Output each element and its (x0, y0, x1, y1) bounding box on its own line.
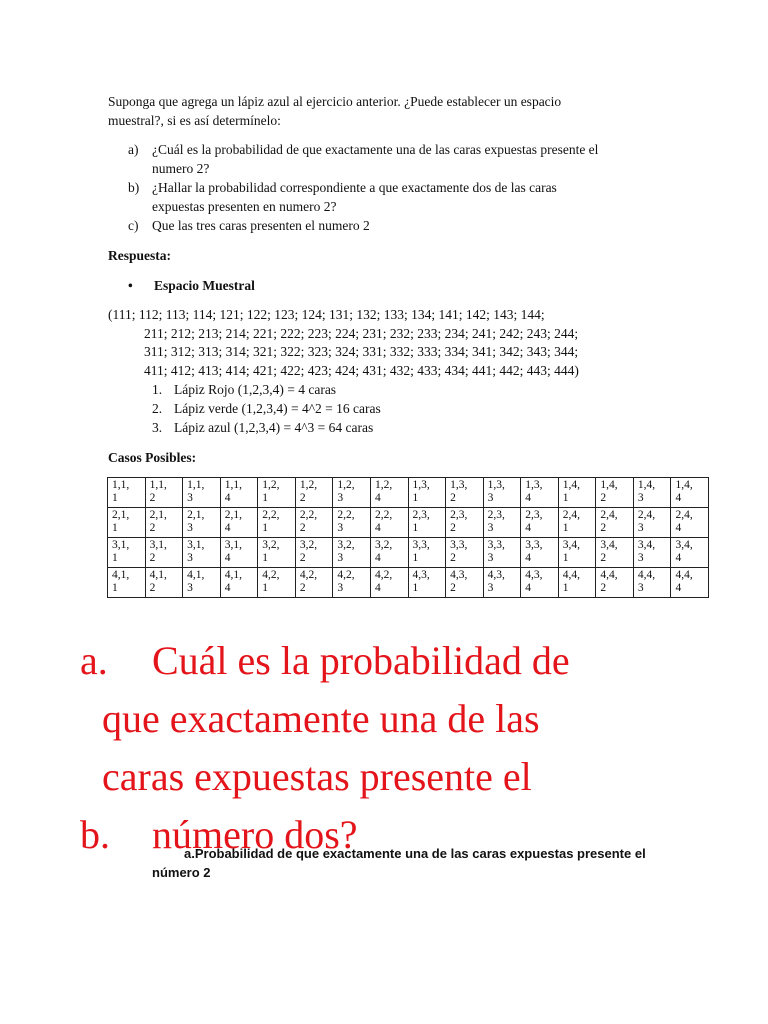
table-cell: 3,1, 4 (220, 538, 258, 568)
table-cell: 2,4, 1 (558, 508, 596, 538)
table-cell: 3,3, 2 (446, 538, 484, 568)
intro-paragraph (108, 92, 648, 130)
subheading (152, 844, 672, 882)
table-cell: 3,2, 4 (370, 538, 408, 568)
heading-line-1: Cuál es la probabilidad de (152, 638, 570, 683)
cases-table (107, 477, 709, 598)
table-cell: 1,4, 3 (633, 478, 671, 508)
table-cell: 2,1, 3 (183, 508, 221, 538)
table-cell: 2,4, 4 (671, 508, 709, 538)
table-cell: 2,3, 4 (521, 508, 559, 538)
pencil-number: 1. (152, 382, 163, 397)
table-cell: 2,3, 1 (408, 508, 446, 538)
table-cell: 4,4, 2 (596, 568, 634, 598)
table-cell: 4,1, 1 (108, 568, 146, 598)
pencil-text: Lápiz azul (1,2,3,4) = 4^3 = 64 caras (174, 420, 374, 435)
sample-space-list (108, 306, 668, 380)
table-cell: 4,2, 4 (370, 568, 408, 598)
question-text-cont: numero 2? (152, 161, 210, 176)
pencil-list (152, 380, 381, 437)
table-cell: 3,2, 1 (258, 538, 296, 568)
table-cell: 2,2, 2 (295, 508, 333, 538)
table-cell: 4,1, 3 (183, 568, 221, 598)
table-cell: 3,3, 4 (521, 538, 559, 568)
table-cell: 2,4, 2 (596, 508, 634, 538)
table-cell: 3,4, 1 (558, 538, 596, 568)
table-cell: 1,2, 3 (333, 478, 371, 508)
table-cell: 4,4, 4 (671, 568, 709, 598)
table-cell: 4,4, 1 (558, 568, 596, 598)
table-cell: 1,1, 4 (220, 478, 258, 508)
table-cell: 4,4, 3 (633, 568, 671, 598)
respuesta-heading: Respuesta: (108, 248, 171, 263)
table-cell: 1,1, 2 (145, 478, 183, 508)
pencil-text: Lápiz Rojo (1,2,3,4) = 4 caras (174, 382, 337, 397)
table-cell: 2,4, 3 (633, 508, 671, 538)
table-cell: 3,4, 2 (596, 538, 634, 568)
pencil-number: 3. (152, 420, 163, 435)
question-text-cont: expuestas presenten en numero 2? (152, 199, 337, 214)
table-cell: 2,1, 4 (220, 508, 258, 538)
table-cell: 4,2, 3 (333, 568, 371, 598)
table-cell: 3,1, 3 (183, 538, 221, 568)
table-cell: 3,2, 2 (295, 538, 333, 568)
bullet-espacio-muestral (128, 278, 255, 294)
table-cell: 1,4, 2 (596, 478, 634, 508)
table-cell: 2,1, 2 (145, 508, 183, 538)
table-cell: 1,2, 2 (295, 478, 333, 508)
table-cell: 1,3, 1 (408, 478, 446, 508)
table-cell: 1,3, 4 (521, 478, 559, 508)
sample-space-line: 211; 212; 213; 214; 221; 222; 223; 224; 231; 232; 233; 234; 241; 242; 243; 244; (144, 325, 579, 341)
subheading-line-1: a.Probabilidad de que exactamente una de las caras expuestas presente el (184, 846, 646, 861)
question-text: ¿Cuál es la probabilidad de que exactamente una de las caras expuestas presente el (152, 142, 599, 157)
table-cell: 1,3, 3 (483, 478, 521, 508)
table-cell: 3,1, 1 (108, 538, 146, 568)
table-row (108, 478, 709, 508)
table-cell: 4,3, 1 (408, 568, 446, 598)
question-a (128, 140, 668, 178)
question-list (128, 140, 668, 235)
question-c (128, 216, 668, 235)
table-cell: 2,3, 2 (446, 508, 484, 538)
table-cell: 2,2, 1 (258, 508, 296, 538)
table-cell: 2,2, 4 (370, 508, 408, 538)
table-cell: 3,3, 1 (408, 538, 446, 568)
sample-space-line: 311; 312; 313; 314; 321; 322; 323; 324; 331; 332; 333; 334; 341; 342; 343; 344; (144, 344, 579, 359)
question-label: a) (128, 142, 139, 157)
pencil-number: 2. (152, 401, 163, 416)
table-cell: 2,2, 3 (333, 508, 371, 538)
bullet-dot-icon: • (128, 278, 133, 293)
heading-line-4: número dos? (152, 812, 358, 857)
question-label: b) (128, 180, 140, 195)
table-cell: 1,1, 1 (108, 478, 146, 508)
question-label: c) (128, 218, 139, 233)
question-b (128, 178, 668, 216)
question-text: Que las tres caras presenten el numero 2 (152, 218, 370, 233)
subheading-line-2: número 2 (152, 865, 211, 880)
table-row (108, 508, 709, 538)
heading-label-b: b. (80, 812, 110, 857)
table-cell: 2,1, 1 (108, 508, 146, 538)
heading-line-3: caras expuestas presente el (102, 754, 532, 799)
pencil-item (152, 399, 381, 418)
table-cell: 3,4, 3 (633, 538, 671, 568)
question-text: ¿Hallar la probabilidad correspondiente a que exactamente dos de las caras (152, 180, 557, 195)
pencil-item (152, 418, 381, 437)
table-row (108, 538, 709, 568)
table-cell: 1,4, 4 (671, 478, 709, 508)
table-cell: 1,4, 1 (558, 478, 596, 508)
heading-label-a: a. (80, 638, 108, 683)
casos-heading: Casos Posibles: (108, 450, 197, 465)
table-cell: 4,3, 4 (521, 568, 559, 598)
table-cell: 4,3, 2 (446, 568, 484, 598)
table-cell: 1,1, 3 (183, 478, 221, 508)
intro-line-1: Suponga que agrega un lápiz azul al ejercicio anterior. ¿Puede establecer un espacio (108, 94, 562, 109)
table-cell: 1,3, 2 (446, 478, 484, 508)
table-cell: 4,2, 2 (295, 568, 333, 598)
table-cell: 1,2, 4 (370, 478, 408, 508)
red-heading (80, 632, 720, 864)
table-cell: 4,1, 2 (145, 568, 183, 598)
sample-space-line: 411; 412; 413; 414; 421; 422; 423; 424; 431; 432; 433; 434; 441; 442; 443; 444) (144, 362, 579, 378)
table-cell: 4,2, 1 (258, 568, 296, 598)
table-cell: 1,2, 1 (258, 478, 296, 508)
sample-space-line: (111; 112; 113; 114; 121; 122; 123; 124; 131; 132; 133; 134; 141; 142; 143; 144; (108, 307, 545, 322)
table-cell: 3,2, 3 (333, 538, 371, 568)
table-cell: 4,1, 4 (220, 568, 258, 598)
table-cell: 4,3, 3 (483, 568, 521, 598)
bullet-text: Espacio Muestral (154, 278, 255, 293)
table-cell: 3,1, 2 (145, 538, 183, 568)
heading-line-2: que exactamente una de las (102, 696, 540, 741)
table-cell: 3,3, 3 (483, 538, 521, 568)
intro-line-2: muestral?, si es así determínelo: (108, 113, 281, 128)
pencil-text: Lápiz verde (1,2,3,4) = 4^2 = 16 caras (174, 401, 381, 416)
table-cell: 2,3, 3 (483, 508, 521, 538)
table-row (108, 568, 709, 598)
pencil-item (152, 380, 381, 399)
table-cell: 3,4, 4 (671, 538, 709, 568)
